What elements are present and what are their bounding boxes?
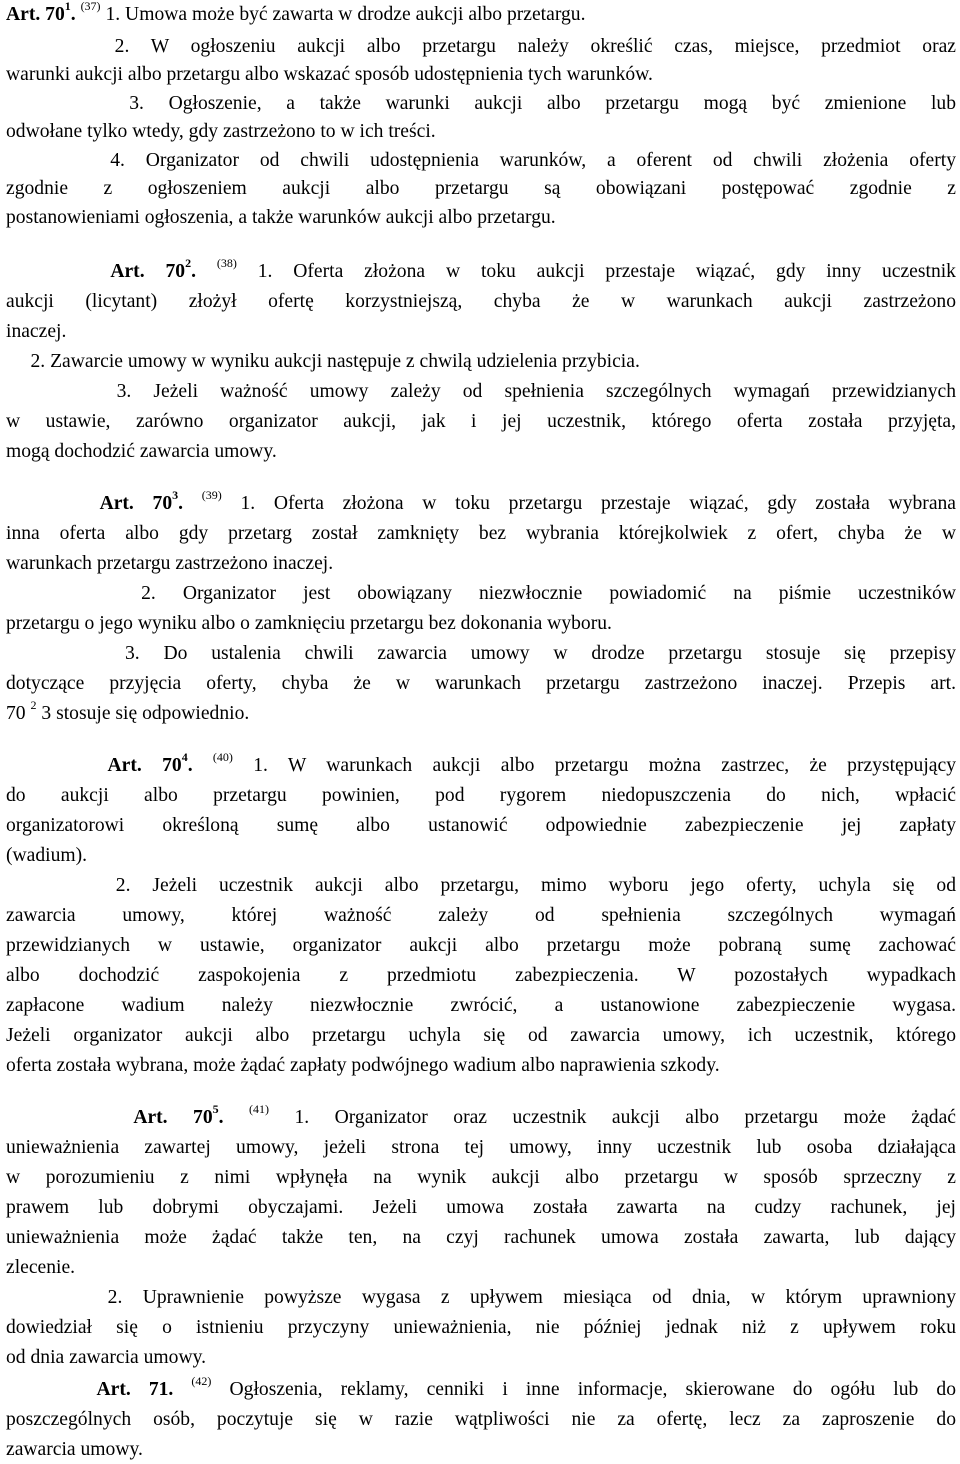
text-line bbox=[6, 904, 956, 928]
text-segment: odwołane tylko wtedy, gdy zastrzeżono to w ich treści. bbox=[6, 121, 436, 142]
article-heading: Art. 70 bbox=[107, 755, 182, 776]
text-segment: 3. Do ustalenia chwili zawarcia umowy w drodze przetargu stosuje się przepisy bbox=[6, 643, 956, 664]
text-line bbox=[6, 874, 956, 898]
text-segment: 1. Oferta złożona w toku aukcji przestaje wiązać, gdy inny uczestnik bbox=[236, 261, 956, 282]
text-line bbox=[6, 290, 956, 314]
text-line bbox=[6, 149, 956, 173]
text-segment: 3 stosuje się odpowiednio. bbox=[36, 703, 250, 724]
text-segment: 2. Uprawnienie powyższe wygasa z upływem miesiąca od dnia, w którym uprawniony bbox=[6, 1287, 956, 1308]
text-segment: postanowieniami ogłoszenia, a także warunków aukcji albo przetargu. bbox=[6, 207, 556, 228]
text-segment: zawarcia umowy. bbox=[6, 1439, 143, 1460]
text-segment: dotyczące przyjęcia oferty, chyba że w warunkach przetargu zastrzeżono inaczej. Przepis art. bbox=[6, 673, 956, 694]
text-segment: 2. Zawarcie umowy w wyniku aukcji następuje z chwilą udzielenia przybicia. bbox=[6, 351, 640, 372]
text-segment: (wadium). bbox=[6, 845, 88, 866]
article-heading: . bbox=[187, 755, 213, 776]
text-segment: 2. Organizator jest obowiązany niezwłocznie powiadomić na piśmie uczestników bbox=[6, 583, 956, 604]
text-line bbox=[6, 814, 956, 838]
text-segment bbox=[6, 493, 100, 514]
text-segment: 1. W warunkach aukcji albo przetargu można zastrzec, że przystępujący bbox=[232, 755, 956, 776]
text-line bbox=[6, 1166, 956, 1190]
article-heading: . bbox=[191, 261, 217, 282]
text-segment bbox=[6, 755, 108, 776]
text-segment: warunki aukcji albo przetargu albo wskazać sposób udostępnienia tych warunków. bbox=[6, 64, 653, 85]
text-line bbox=[6, 0, 956, 27]
text-segment: mogą dochodzić zawarcia umowy. bbox=[6, 441, 277, 462]
footnote-reference: 2 bbox=[30, 698, 37, 713]
text-line bbox=[6, 177, 956, 201]
footnote-reference: (37) bbox=[80, 0, 101, 14]
text-segment: 1. Oferta złożona w toku przetargu przestaje wiązać, gdy została wybrana bbox=[221, 493, 957, 514]
article-number-superscript: 2 bbox=[185, 256, 192, 271]
text-line bbox=[6, 934, 956, 958]
text-segment: warunkach przetargu zastrzeżono inaczej. bbox=[6, 553, 334, 574]
text-segment: zapłacone wadium należy niezwłocznie zwrócić, a ustanowione zabezpieczenie wygasa. bbox=[6, 995, 956, 1016]
text-line bbox=[6, 1286, 956, 1310]
article-heading: . bbox=[70, 4, 81, 25]
article-heading: Art. 71. bbox=[96, 1379, 192, 1400]
text-segment: oferta została wybrana, może żądać zapłaty podwójnego wadium albo naprawienia szkody. bbox=[6, 1055, 720, 1076]
article-heading: Art. 70 bbox=[133, 1107, 213, 1128]
article-number-superscript: 4 bbox=[181, 750, 188, 765]
text-line bbox=[6, 120, 956, 144]
text-line bbox=[6, 1438, 956, 1462]
text-line bbox=[6, 1226, 956, 1250]
footnote-reference: (40) bbox=[212, 750, 233, 765]
text-line bbox=[6, 488, 957, 516]
text-line bbox=[6, 1374, 956, 1402]
text-line bbox=[6, 582, 956, 606]
text-segment: przetargu o jego wyniku albo o zamknięciu przetargu bez dokonania wyboru. bbox=[6, 613, 612, 634]
text-segment: poszczególnych osób, poczytuje się w razie wątpliwości nie za ofertę, lecz za zaproszenie do bbox=[6, 1409, 956, 1430]
text-line bbox=[6, 320, 956, 344]
text-line bbox=[6, 410, 956, 434]
text-line bbox=[6, 92, 956, 116]
text-line bbox=[6, 440, 956, 464]
footnote-reference: (39) bbox=[201, 488, 222, 503]
text-line bbox=[6, 1196, 956, 1220]
article-number-superscript: 3 bbox=[172, 488, 179, 503]
text-line bbox=[6, 256, 956, 284]
text-segment: do aukcji albo przetargu powinien, pod rygorem niedopuszczenia do nich, wpłacić bbox=[6, 785, 956, 806]
footnote-reference: (41) bbox=[249, 1102, 269, 1117]
text-line bbox=[6, 964, 956, 988]
text-segment: zawarcia umowy, której ważność zależy od spełnienia szczególnych wymagań bbox=[6, 905, 956, 926]
text-segment: prawem lub dobrymi obyczajami. Jeżeli umowa została zawarta na cudzy rachunek, jej bbox=[6, 1197, 956, 1218]
text-segment: Jeżeli organizator aukcji albo przetargu uchyla się od zawarcia umowy, ich uczestnik, którego bbox=[6, 1025, 956, 1046]
text-segment: 4. Organizator od chwili udostępnienia warunków, a oferent od chwili złożenia oferty bbox=[6, 150, 956, 171]
text-segment: w ustawie, zarówno organizator aukcji, jak i jej uczestnik, którego oferta została przyjęta, bbox=[6, 411, 956, 432]
text-line bbox=[6, 1136, 956, 1160]
text-segment: przewidzianych w ustawie, organizator aukcji albo przetargu może pobraną sumę zachować bbox=[6, 935, 956, 956]
text-line bbox=[6, 612, 956, 636]
text-line bbox=[6, 1256, 956, 1280]
text-line bbox=[6, 63, 956, 87]
text-segment: inna oferta albo gdy przetarg został zamknięty bez wybrania którejkolwiek z ofert, chyba że w bbox=[6, 523, 956, 544]
text-line bbox=[6, 642, 956, 666]
text-segment: inaczej. bbox=[6, 321, 67, 342]
text-segment: unieważnienia zawartej umowy, jeżeli strona tej umowy, inny uczestnik lub osoba działająca bbox=[6, 1137, 956, 1158]
text-segment: 2. Jeżeli uczestnik aukcji albo przetargu, mimo wyboru jego oferty, uchyla się od bbox=[6, 875, 956, 896]
text-segment bbox=[6, 1107, 133, 1128]
text-segment: organizatorowi określoną sumę albo ustanowić odpowiednie zabezpieczenie jej zapłaty bbox=[6, 815, 956, 836]
text-segment: zlecenie. bbox=[6, 1257, 76, 1278]
text-line bbox=[6, 1024, 956, 1048]
article-number-superscript: 1 bbox=[64, 0, 71, 14]
text-line bbox=[6, 698, 956, 726]
text-line bbox=[6, 35, 956, 59]
text-segment: w porozumieniu z nimi wpłynęła na wynik aukcji albo przetargu w sposób sprzeczny z bbox=[6, 1167, 956, 1188]
text-segment: 3. Jeżeli ważność umowy zależy od spełnienia szczególnych wymagań przewidzianych bbox=[6, 381, 956, 402]
footnote-reference: (38) bbox=[216, 256, 237, 271]
text-segment: 2. W ogłoszeniu aukcji albo przetargu należy określić czas, miejsce, przedmiot oraz bbox=[6, 36, 956, 57]
text-line bbox=[6, 380, 956, 404]
text-line bbox=[6, 350, 956, 374]
text-line bbox=[6, 206, 956, 230]
text-segment bbox=[6, 261, 110, 282]
text-line bbox=[6, 1346, 956, 1370]
text-segment: zgodnie z ogłoszeniem aukcji albo przetargu są obowiązani postępować zgodnie z bbox=[6, 178, 956, 199]
text-segment: Ogłoszenia, reklamy, cenniki i inne informacje, skierowane do ogółu lub do bbox=[211, 1379, 956, 1400]
text-segment: od dnia zawarcia umowy. bbox=[6, 1347, 207, 1368]
text-line bbox=[6, 1408, 956, 1432]
text-segment: 70 bbox=[6, 703, 31, 724]
text-segment: 3. Ogłoszenie, a także warunki aukcji albo przetargu mogą być zmienione lub bbox=[6, 93, 956, 114]
article-heading: . bbox=[178, 493, 202, 514]
text-segment: dowiedział się o istnieniu przyczyny unieważnienia, nie później jednak niż z upływem roku bbox=[6, 1317, 956, 1338]
text-line bbox=[6, 552, 956, 576]
article-heading: Art. 70 bbox=[99, 493, 173, 514]
text-line bbox=[6, 994, 956, 1018]
text-segment: aukcji (licytant) złożył ofertę korzystniejszą, chyba że w warunkach aukcji zastrzeżono bbox=[6, 291, 956, 312]
text-line bbox=[6, 1054, 956, 1078]
article-heading: Art. 70 bbox=[110, 261, 186, 282]
text-line bbox=[6, 672, 956, 696]
footnote-reference: (42) bbox=[191, 1374, 212, 1389]
text-line bbox=[6, 784, 956, 808]
text-line bbox=[6, 522, 956, 546]
text-segment: 1. Umowa może być zawarta w drodze aukcji albo przetargu. bbox=[100, 4, 586, 25]
text-line bbox=[6, 844, 956, 868]
article-heading: . bbox=[218, 1107, 249, 1128]
text-segment: 1. Organizator oraz uczestnik aukcji albo przetargu może żądać bbox=[269, 1107, 956, 1128]
article-number-superscript: 5 bbox=[212, 1102, 219, 1117]
text-line bbox=[6, 750, 956, 778]
text-segment bbox=[6, 1379, 96, 1400]
text-line bbox=[6, 1102, 956, 1130]
text-segment: unieważnienia może żądać także ten, na czyj rachunek umowa została zawarta, lub dający bbox=[6, 1227, 956, 1248]
article-heading: Art. 70 bbox=[6, 4, 65, 25]
text-line bbox=[6, 1316, 956, 1340]
text-segment: albo dochodzić zaspokojenia z przedmiotu zabezpieczenia. W pozostałych wypadkach bbox=[6, 965, 956, 986]
